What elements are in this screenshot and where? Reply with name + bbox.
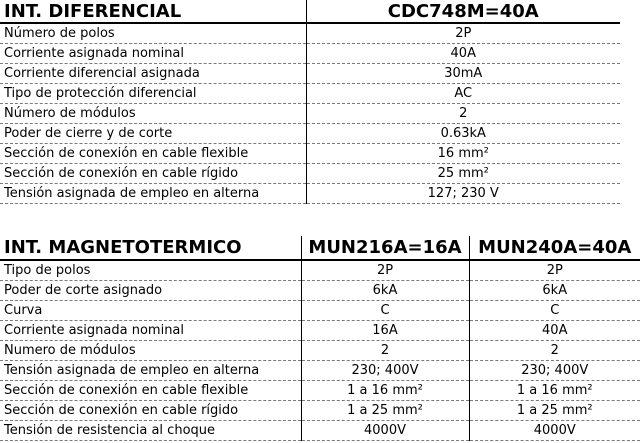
magnetotermico-title: INT. MAGNETOTERMICO bbox=[0, 236, 301, 260]
magnetotermico-model: MUN240A=40A bbox=[469, 236, 640, 260]
row-value: C bbox=[469, 301, 640, 321]
row-value: 1 a 16 mm² bbox=[301, 381, 469, 401]
table-row bbox=[0, 260, 640, 281]
row-value: 16A bbox=[301, 321, 469, 341]
row-value: 230; 400V bbox=[301, 361, 469, 381]
row-label: Número de módulos bbox=[0, 104, 306, 124]
row-value: 6kA bbox=[301, 281, 469, 301]
row-label: Tipo de polos bbox=[0, 260, 301, 281]
row-value: AC bbox=[306, 84, 620, 104]
row-value: 2 bbox=[469, 341, 640, 361]
row-label: Poder de cierre y de corte bbox=[0, 124, 306, 144]
row-value: 2P bbox=[469, 260, 640, 281]
row-label: Sección de conexión en cable flexible bbox=[0, 144, 306, 164]
row-label: Corriente asignada nominal bbox=[0, 44, 306, 64]
row-label: Tipo de protección diferencial bbox=[0, 84, 306, 104]
table-row bbox=[0, 321, 640, 341]
table-row bbox=[0, 44, 620, 64]
row-label: Corriente diferencial asignada bbox=[0, 64, 306, 84]
table-row bbox=[0, 184, 620, 204]
diferencial-model: CDC748M=40A bbox=[306, 0, 620, 23]
row-value: 230; 400V bbox=[469, 361, 640, 381]
row-value: 127; 230 V bbox=[306, 184, 620, 204]
row-value: 0.63kA bbox=[306, 124, 620, 144]
row-label: Curva bbox=[0, 301, 301, 321]
row-value: 2 bbox=[306, 104, 620, 124]
row-value: 1 a 25 mm² bbox=[301, 401, 469, 421]
row-label: Numero de módulos bbox=[0, 341, 301, 361]
row-value: 40A bbox=[469, 321, 640, 341]
table-row bbox=[0, 124, 620, 144]
table-row bbox=[0, 64, 620, 84]
row-value: C bbox=[301, 301, 469, 321]
table-row bbox=[0, 401, 640, 421]
row-label: Tensión de resistencia al choque bbox=[0, 421, 301, 441]
row-value: 4000V bbox=[301, 421, 469, 441]
row-value: 2P bbox=[301, 260, 469, 281]
row-value: 2P bbox=[306, 23, 620, 44]
row-value: 16 mm² bbox=[306, 144, 620, 164]
table-row bbox=[0, 421, 640, 441]
row-label: Tensión asignada de empleo en alterna bbox=[0, 361, 301, 381]
row-value: 40A bbox=[306, 44, 620, 64]
diferencial-table bbox=[0, 0, 620, 204]
row-value: 6kA bbox=[469, 281, 640, 301]
table-row bbox=[0, 164, 620, 184]
magnetotermico-header bbox=[0, 236, 640, 260]
table-row bbox=[0, 144, 620, 164]
table-row bbox=[0, 281, 640, 301]
magnetotermico-table bbox=[0, 236, 640, 441]
row-label: Sección de conexión en cable rígido bbox=[0, 401, 301, 421]
row-value: 2 bbox=[301, 341, 469, 361]
magnetotermico-model: MUN216A=16A bbox=[301, 236, 469, 260]
diferencial-title: INT. DIFERENCIAL bbox=[0, 0, 306, 23]
row-value: 4000V bbox=[469, 421, 640, 441]
table-row bbox=[0, 104, 620, 124]
diferencial-header bbox=[0, 0, 620, 23]
table-row bbox=[0, 301, 640, 321]
row-value: 1 a 16 mm² bbox=[469, 381, 640, 401]
row-label: Sección de conexión en cable flexible bbox=[0, 381, 301, 401]
row-label: Poder de corte asignado bbox=[0, 281, 301, 301]
table-row bbox=[0, 361, 640, 381]
row-value: 30mA bbox=[306, 64, 620, 84]
table-row bbox=[0, 341, 640, 361]
row-label: Corriente asignada nominal bbox=[0, 321, 301, 341]
row-label: Sección de conexión en cable rígido bbox=[0, 164, 306, 184]
table-row bbox=[0, 23, 620, 44]
row-label: Tensión asignada de empleo en alterna bbox=[0, 184, 306, 204]
table-row bbox=[0, 381, 640, 401]
table-row bbox=[0, 84, 620, 104]
row-label: Número de polos bbox=[0, 23, 306, 44]
row-value: 1 a 25 mm² bbox=[469, 401, 640, 421]
row-value: 25 mm² bbox=[306, 164, 620, 184]
